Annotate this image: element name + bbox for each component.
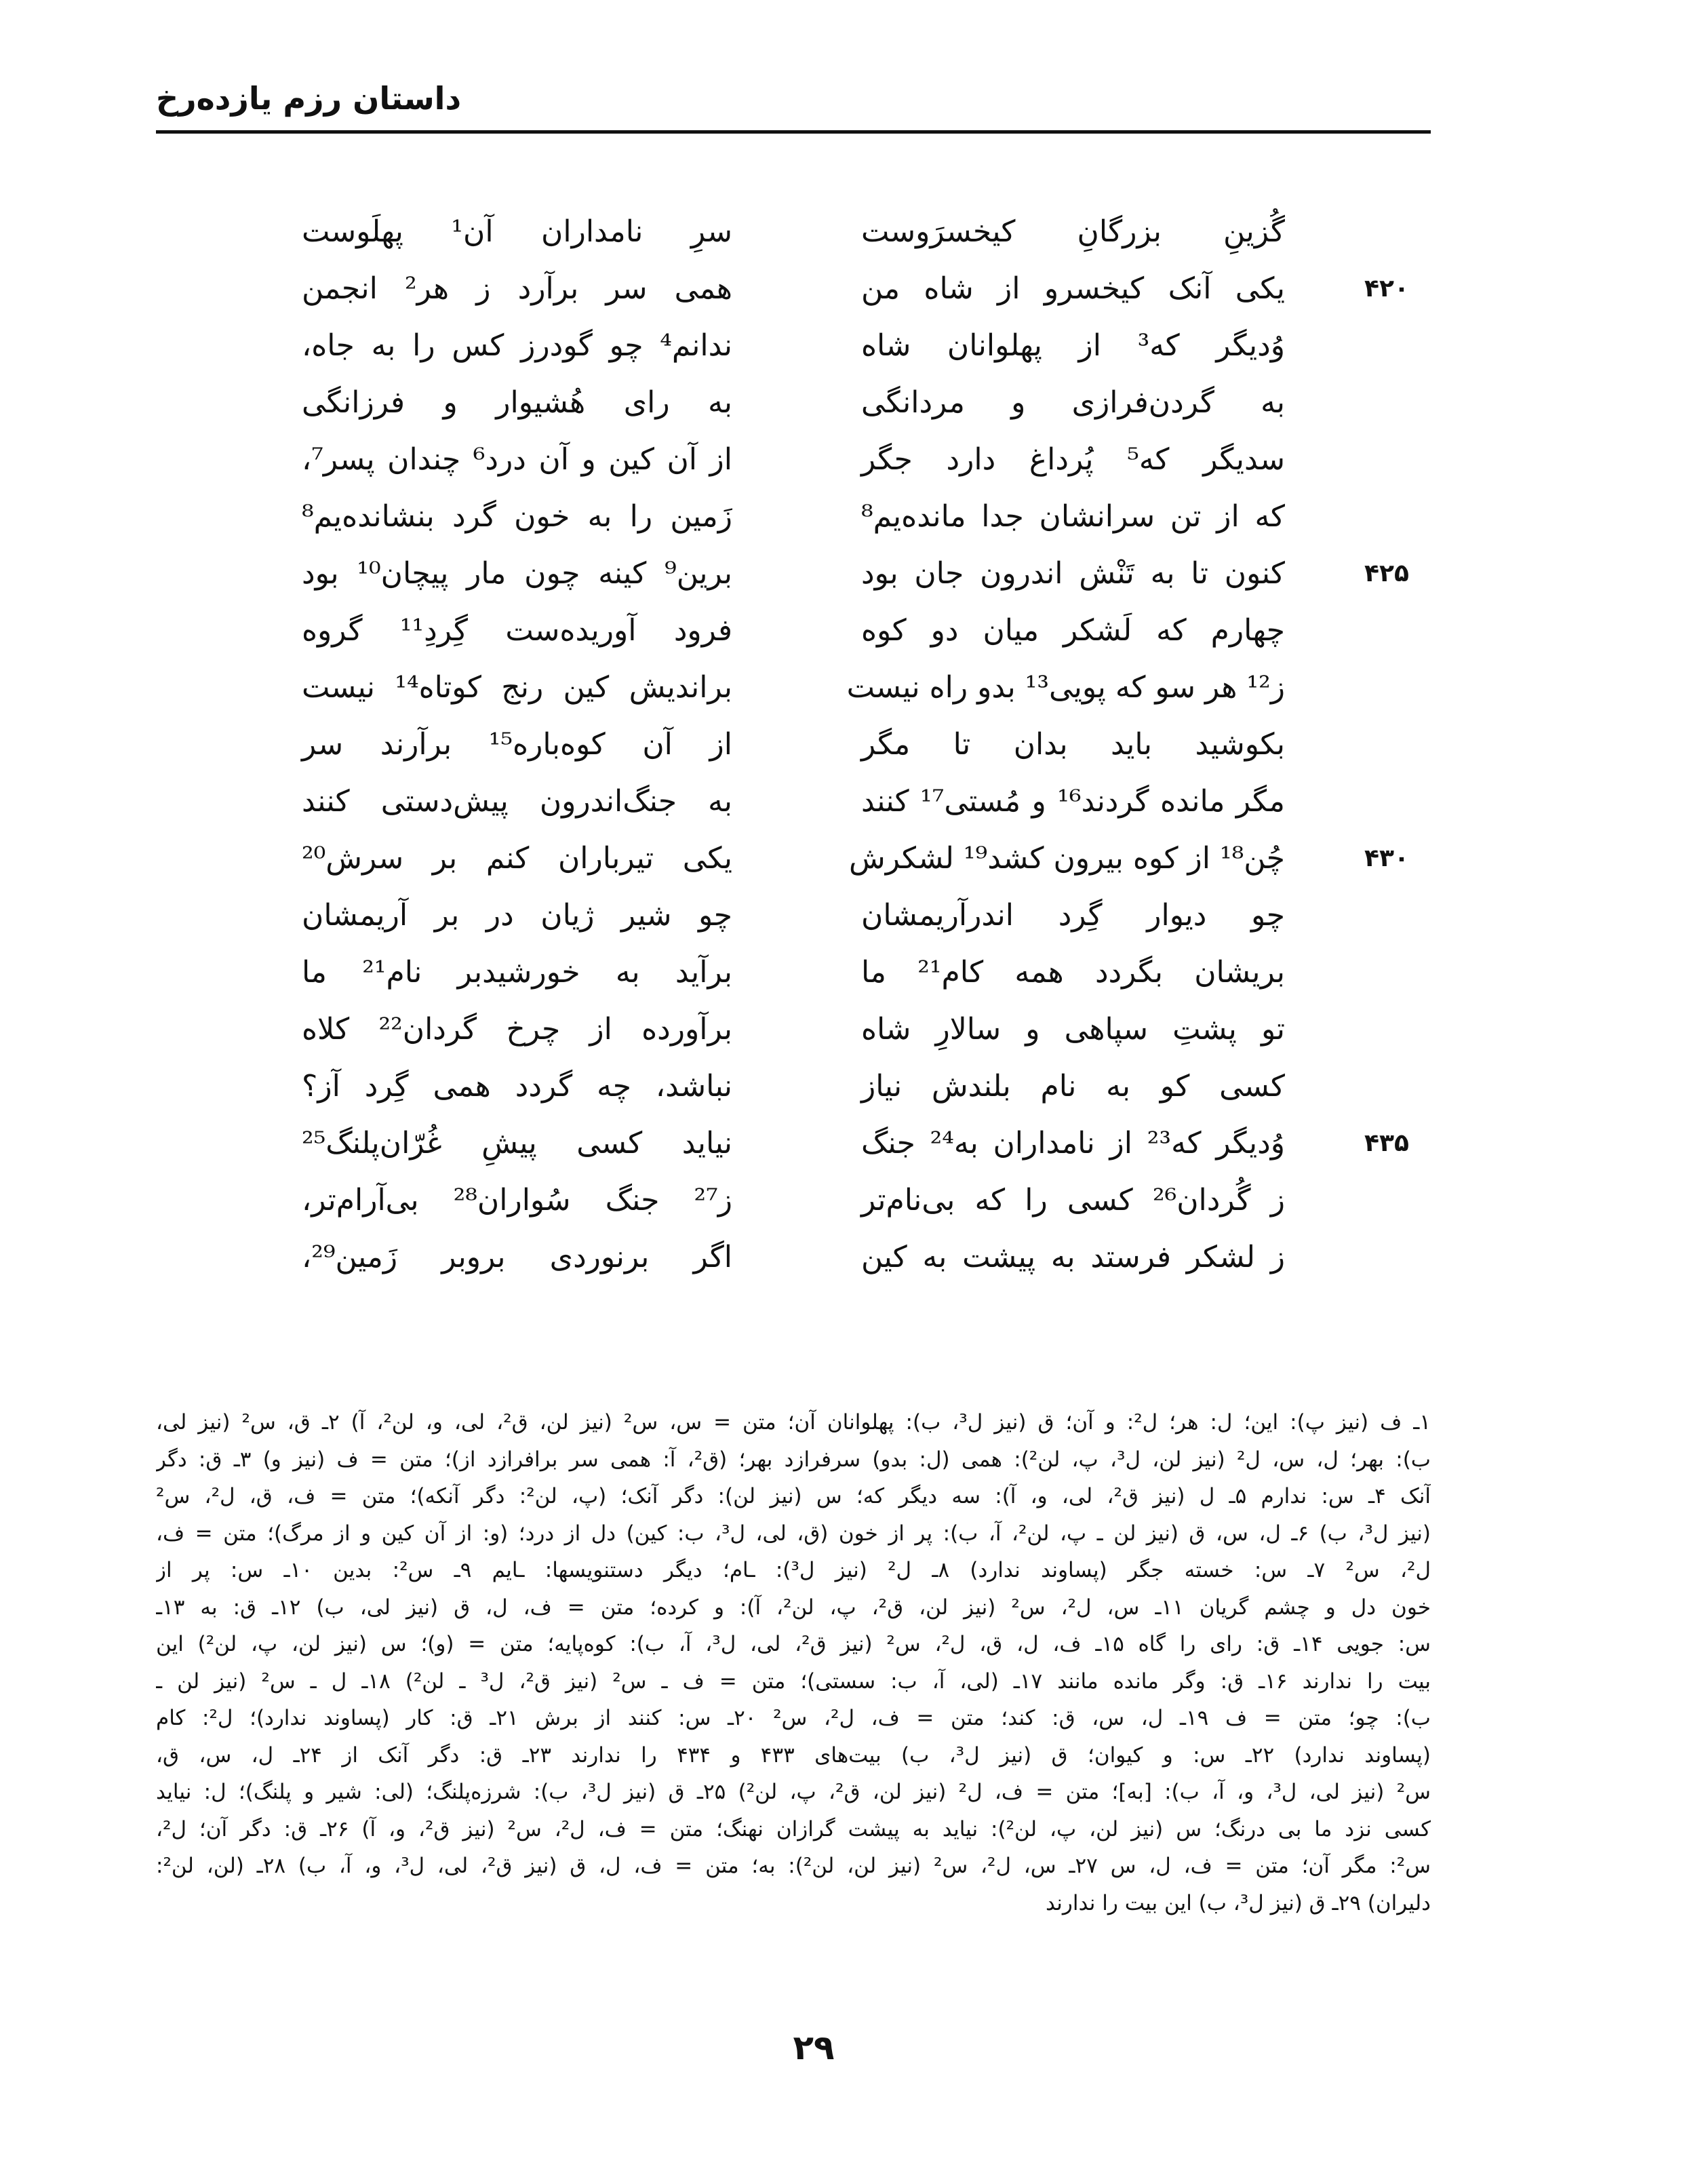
hemistich-right: که از تن سرانشان جدا مانده‌یم⁸ [861, 499, 1285, 534]
hemistich-right: کسی کو به نام بلندش نیاز [861, 1069, 1285, 1104]
hemistich-right: ز لشکر فرستد به پیشت به کین [861, 1240, 1285, 1274]
line-number [1349, 488, 1424, 545]
hemistich-left: به جنگ‌اندرون پیش‌دستی کنند [302, 784, 732, 819]
verse-row [0, 260, 1683, 317]
verse-row [0, 1058, 1683, 1115]
hemistich-left: یکی تیرباران کنم بر سرش²⁰ [302, 841, 732, 876]
line-number [1349, 1172, 1424, 1229]
hemistich-right: چهارم که لَشکر میان دو کوه [861, 613, 1285, 648]
line-number: ۴۲۰ [1364, 275, 1409, 303]
verse-row [0, 203, 1683, 260]
hemistich-left: سرِ نامداران آن¹ پهلَوست [302, 214, 733, 249]
footnote-line: س² (نیز لی، ل³، و، آ، ب): [به]؛ متن = ف، ل² (نیز لن، ق²، پ، لن²) ۲۵ـ ق (نیز ل³، ب): شرزه‌پلنگ؛ (لی: شیر و پلنگ)؛ ل: نیاید [156, 1780, 1431, 1804]
verse-row [0, 431, 1683, 488]
verse-row [0, 317, 1683, 374]
verse-row [0, 887, 1683, 944]
hemistich-right: تو پشتِ سپاهی و سالارِ شاه [861, 1012, 1285, 1047]
verse-row [0, 602, 1683, 659]
hemistich-right: گُزینِ بزرگانِ کیخسرَوست [861, 214, 1285, 249]
verse-row [0, 1229, 1683, 1286]
footnote-line: س²: مگر آن؛ متن = ف، ل، س ۲۷ـ س، ل²، س² (نیز لن، لن²): به؛ متن = ف، ل، ق (نیز ق²، لی، ل³، و، آ، ب) ۲۸ـ (لن، لن²: [156, 1854, 1431, 1878]
line-number [1349, 431, 1424, 488]
verse-block [0, 203, 1683, 1286]
hemistich-right: کنون تا به تَنْش اندرون جان بود [861, 556, 1285, 591]
line-number [1349, 1229, 1424, 1286]
hemistich-right: ز گُردان²⁶ کسی را که بی‌نام‌تر [861, 1183, 1285, 1217]
line-number: ۴۳۰ [1364, 844, 1409, 872]
hemistich-left: چو شیر ژیان در بر آریمشان [302, 898, 732, 933]
line-number [1349, 1001, 1424, 1058]
line-number [1349, 944, 1424, 1001]
hemistich-right: وُدیگر که²³ از نامداران به²⁴ جنگ [861, 1126, 1286, 1161]
hemistich-right: مگر مانده گردند¹⁶ و مُستی¹⁷ کنند [861, 784, 1285, 819]
line-number [1349, 203, 1424, 260]
verse-row [0, 488, 1683, 545]
footnote-line: ب): بهر؛ ل، س، ل² (نیز لن، ل³، پ، لن²): همی (ل: بدو) سرفرازد بهر؛ (ق²، آ: همی سر برافرازد از)؛ متن = ف (نیز و) ۳ـ ق: دگر [156, 1447, 1431, 1472]
hemistich-left: ز²⁷ جنگ سُواران²⁸ بی‌آرام‌تر، [302, 1183, 733, 1217]
hemistich-left: براندیش کین رنج کوتاه¹⁴ نیست [302, 670, 733, 705]
hemistich-right: چو دیوار گِرد اندرآریمشان [861, 898, 1285, 933]
verse-row [0, 545, 1683, 602]
footnote-line: آنک ۴ـ س: ندارم ۵ـ ل (نیز ق²، لی، و، آ): سه دیگر که؛ س (نیز لن): دگر آنک؛ (پ، لن²: دگر آنکه)؛ متن = ف، ق، ل²، س² [156, 1484, 1431, 1508]
verse-row [0, 944, 1683, 1001]
hemistich-left: نیاید کسی پیشِ غُرّان‌پلنگ²⁵ [302, 1126, 732, 1161]
hemistich-right: بریشان بگردد همه کام²¹ ما [861, 955, 1285, 990]
hemistich-left: به رای هُشیوار و فرزانگی [302, 385, 732, 420]
line-number [1349, 602, 1424, 659]
footnote-line: ل²، س² ۷ـ س: خسته جگر (پساوند ندارد) ۸ـ ل² (نیز ل³): ـام؛ دیگر دستنویسها: ـایم ۹ـ س²: بدین ۱۰ـ س: پر از [156, 1558, 1431, 1582]
hemistich-right: چُن¹⁸ از کوه بیرون کشد¹⁹ لشکرش [848, 841, 1285, 876]
hemistich-right: بکوشید باید بدان تا مگر [861, 727, 1285, 762]
page-number: ۲۹ [793, 2028, 835, 2067]
hemistich-right: وُدیگر که³ از پهلوانان شاه [861, 328, 1286, 363]
verse-row [0, 1115, 1683, 1172]
hemistich-left: زَمین را به خون گرد بنشانده‌یم⁸ [302, 499, 732, 534]
verse-row [0, 773, 1683, 830]
hemistich-right: ز¹² هر سو که پویی¹³ بدو راه نیست [846, 670, 1285, 705]
line-number [1349, 773, 1424, 830]
footnote-line: (پساوند ندارد) ۲۲ـ س: و کیوان؛ ق (نیز ل³، ب) بیت‌های ۴۳۳ و ۴۳۴ را ندارند ۲۳ـ ق: دگر آنک از ۲۴ـ ل، س، ق، [156, 1742, 1431, 1768]
verse-row [0, 1172, 1683, 1229]
hemistich-right: به گردن‌فرازی و مردانگی [861, 385, 1285, 420]
hemistich-left: برین⁹ کینه چون مار پیچان¹⁰ بود [302, 556, 732, 591]
hemistich-left: برآید به خورشیدبر نام²¹ ما [302, 955, 732, 990]
line-number [1349, 317, 1424, 374]
hemistich-left: از آن کین و آن درد⁶ چندان پسر⁷، [302, 442, 732, 477]
verse-row [0, 1001, 1683, 1058]
header-rule [156, 130, 1431, 134]
footnote-line: (نیز ل³، ب) ۶ـ ل، س، ق (نیز لن ـ پ، لن²، آ، ب): پر از خون (ق، لی، ل³، ب: کین) دل از درد؛ (و: از آن کین و از مرگ)؛ متن = ف، [156, 1521, 1431, 1546]
verse-row [0, 659, 1683, 716]
verse-row [0, 374, 1683, 431]
footnote-line: خون دل و چشم گریان ۱۱ـ س، ل²، س² (نیز لن، ق²، پ، لن²، آ): و کرده؛ متن = ف، ل، ق (نیز لی، ب) ۱۲ـ ق: به ۱۳ـ [156, 1595, 1431, 1620]
verse-row [0, 716, 1683, 773]
hemistich-left: اگر برنوردی بروبر زَمین²⁹، [302, 1240, 732, 1274]
footnote-line: ب): چو؛ متن = ف ۱۹ـ ل، س، ق: کند؛ متن = ف، ل²، س² ۲۰ـ س: کنند از برش ۲۱ـ ق: کار (پساوند ندارد)؛ ل²: کام [156, 1706, 1431, 1730]
hemistich-left: ندانم⁴ چو گودرز کس را به جاه، [302, 328, 732, 363]
hemistich-left: برآورده از چرخ گردان²² کلاه [302, 1012, 732, 1047]
line-number: ۴۳۵ [1364, 1129, 1409, 1157]
hemistich-left: نباشد، چه گردد همی گِرد آز؟ [302, 1069, 732, 1104]
footnotes [156, 1404, 1431, 1922]
line-number: ۴۲۵ [1364, 560, 1409, 587]
line-number [1349, 716, 1424, 773]
verse-row [0, 830, 1683, 887]
hemistich-left: فرود آوریده‌ست گِردِ¹¹ گروه [302, 613, 732, 648]
footnote-line: س: جویی ۱۴ـ ق: رای را گاه ۱۵ـ ف، ل، ق، ل²، س² (نیز ق²، لی، ل³، آ، ب): کوه‌پایه؛ متن = (و)؛ س (نیز لن، پ، لن²) این [156, 1632, 1431, 1656]
running-title: داستان رزم یازده‌رخ [156, 80, 462, 117]
footnote-line: کسی نزد ما بی درنگ؛ س (نیز لن، پ، لن²): نیاید به پیشت گرازان نهنگ؛ متن = ف، ل²، س² (نیز ق²، و، آ) ۲۶ـ ق: دگر آن؛ ل²، [156, 1816, 1431, 1841]
line-number [1349, 887, 1424, 944]
footnote-line: ۱ـ ف (نیز پ): این؛ ل: هر؛ ل²: و آن؛ ق (نیز ل³، ب): پهلوانان آن؛ متن = س، س² (نیز لن، ق²، لی، و، لن²، آ) ۲ـ ق، س² (نیز لی، [156, 1410, 1431, 1435]
footnote-line: بیت را ندارند ۱۶ـ ق: وگر مانده مانند ۱۷ـ (لی، آ، ب: سستی)؛ متن = ف ـ س² (نیز ق²، ل³ ـ لن²) ۱۸ـ ل ـ س² (نیز لن ـ [156, 1669, 1431, 1694]
line-number [1349, 1058, 1424, 1115]
line-number [1349, 659, 1424, 716]
line-number [1349, 374, 1424, 431]
footnote-line: دلیران) ۲۹ـ ق (نیز ل³، ب) این بیت را ندارند [1046, 1890, 1431, 1915]
hemistich-right: سدیگر که⁵ پُرداغ دارد جگر [861, 442, 1285, 477]
hemistich-right: یکی آنک کیخسرو از شاه من [861, 271, 1285, 306]
hemistich-left: همی سر برآرد ز هر² انجمن [302, 271, 732, 306]
hemistich-left: از آن کوه‌باره¹⁵ برآرند سر [302, 727, 732, 762]
